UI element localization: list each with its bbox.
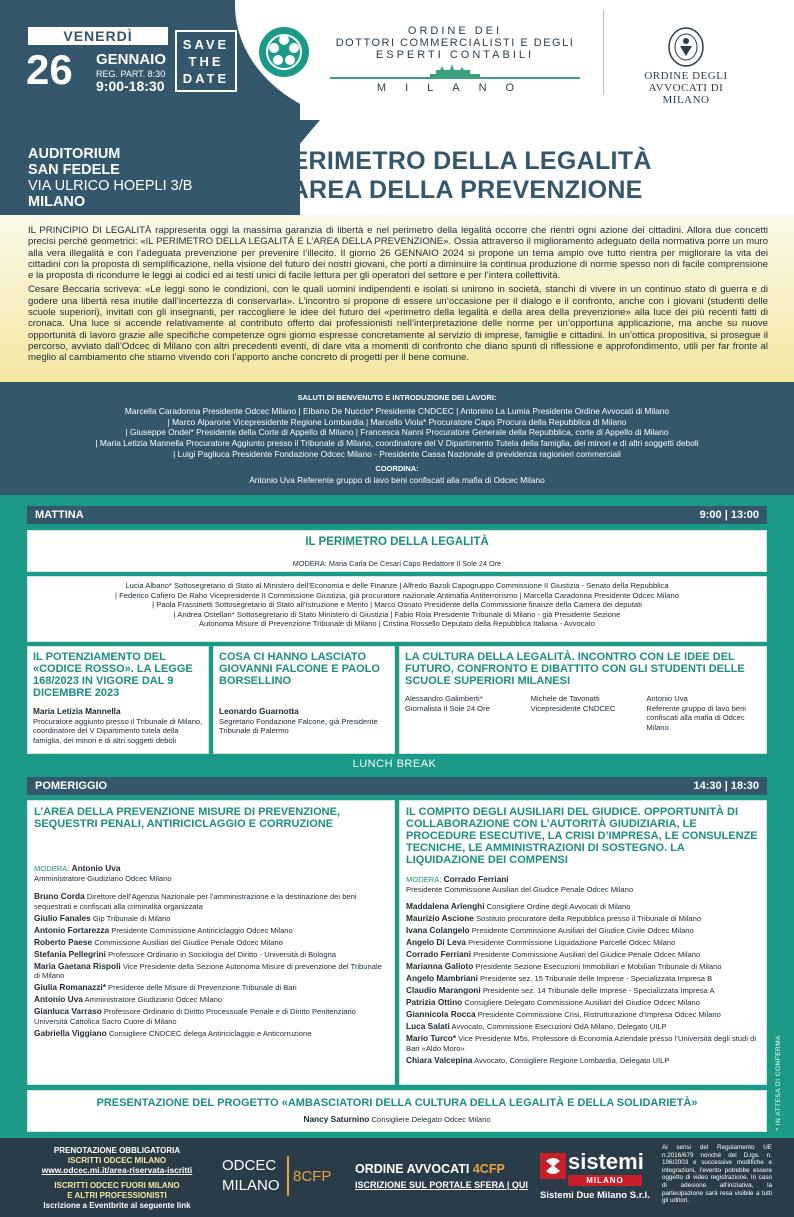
booking-line: ISCRITTI ODCEC MILANO — [67, 1155, 167, 1165]
speaker-role: Presidente Commissione Liquidazione Parcelle Odcec Milano — [468, 938, 676, 947]
speaker-role: Presidente Sezione Esecuzioni Immobiliari e Mobiliari Tribunale di Milano — [475, 962, 722, 971]
speaker-entry — [406, 986, 760, 996]
speaker-role: Referente gruppo di lavo beni confiscati alla mafia di Odcec Milano — [646, 703, 746, 732]
session-title: COSA CI HANNO LASCIATO GIOVANNI FALCONE E PAOLO BORSELLINO — [219, 651, 380, 687]
morning-bar — [27, 506, 767, 524]
odcec-city: MILANO — [376, 82, 534, 94]
privacy-note: Ai sensi del Regolamento UE n.2016/679 nonché del D.lgs. n. 196/2003 e successive modifiche e integrazioni, l’evento potrebbe essere oggetto di video registrazione. In caso di adesione all’iniziativa, la partecipazione sarà resa visibile a tutti gli uditori. — [662, 1144, 772, 1205]
skyline-icon — [430, 64, 480, 78]
booking-line: ISCRITTI ODCEC FUORI MILANO — [54, 1181, 180, 1191]
speaker-name: Gabriella Viggiano — [34, 1027, 107, 1038]
session-falcone-borsellino — [213, 646, 395, 754]
presentation-role: Consigliere Delegato Odcec Milano — [371, 1115, 491, 1124]
speaker-entry — [406, 950, 760, 960]
speaker-name: Corrado Ferriani — [406, 949, 472, 959]
speaker-role: Presidente Commissione Ausiliari del Giudice Civile Odcec Milano — [471, 926, 694, 935]
avvocati-credit — [355, 1162, 505, 1176]
panel-speaker — [531, 694, 641, 732]
sistemi-logo-icon — [540, 1153, 566, 1179]
morning-speakers-line: | Federico Cafiero De Raho Vicepresidente II Commissione Giustizia, già procuratore nazionale Antimafia Antiterrorismo | Marcella Caradonna Presidente Odcec Milano — [115, 590, 679, 600]
speaker-entry — [34, 995, 388, 1005]
speaker-entry — [406, 938, 760, 948]
std-line: SAVE — [182, 37, 230, 52]
presentation-box — [27, 1090, 767, 1132]
session-title: L’AREA DELLA PREVENZIONE MISURE DI PREVENZIONE, SEQUESTRI PENALI, ANTIRICICLAGGIO E CORRUZIONE — [34, 806, 340, 830]
speaker-name: Giulia Romanazzi* — [34, 982, 106, 992]
session-title: IL POTENZIAMENTO DEL «CODICE ROSSO». LA LEGGE 168/2023 IN VIGORE DAL 9 DICEMBRE 2023 — [33, 651, 193, 699]
odcec-logo-icon — [258, 26, 310, 78]
header — [0, 0, 794, 215]
afternoon-label: POMERIGGIO — [35, 780, 108, 792]
booking-info — [22, 1146, 212, 1211]
speaker-name: Antonio Uva — [34, 994, 83, 1004]
speaker-name: Bruno Corda — [34, 891, 85, 901]
moderator-role: Presidente Commissione Ausiliari del Giudice Penale Odcec Milano — [406, 884, 634, 894]
morning-speakers-line: Lucia Albano* Sottosegretario di Stato al Ministero dell’Economia e delle Finanze | Alfredo Bazoli Capogruppo Commissione II Giustizia - Senato della Repubblica — [125, 581, 669, 590]
presentation-title: PRESENTAZIONE DEL PROGETTO «AMBASCIATORI DELLA CULTURA DELLA LEGALITÀ E DELLA SOLIDARIETÀ» — [96, 1097, 698, 1109]
speaker-name: Angelo Di Leva — [406, 937, 466, 947]
intro-paragraph-2: Cesare Beccaria scriveva: «Le leggi sono le condizioni, con le quali uomini indipendenti e isolati si unirono in società, stanchi di vivere in un continuo stato di guerra e di godere una libertà resa inutile dall’incertezza di conservarla». L’incontro si propone di essere un’occasione per il dialogo e il confronto, anche con i giovani (studenti delle scuole superiori), invitati con gli insegnanti, per raccogliere le idee del futuro del «perimetro della legalità e della area della prevenzione» alla luce dei più recenti fatti di cronaca. Una luce si accende relativamente al contributo offerto dai professionisti nell’interpretazione delle norme per un’opportuna applicazione, ma anche su nuove opportunità di lavoro grazie alle specifiche competenze ogni giorno espresse concretamente al servizio di imprese, famiglie e cittadini. In un’ottica propositiva, si prosegue il percorso, avviato dall’Odcec di Milano con altri precedenti eventi, di dare vita a momenti di confronto che diano spunti di riflessione e approfondimento, utili per far fronte al meglio al cambiamento che stiamo vivendo con l’apporto anche concreto di progetti per il bene comune. — [28, 284, 768, 364]
session-codice-rosso — [27, 646, 209, 754]
speaker-name: Mario Turco* — [406, 1033, 457, 1043]
speaker-name: Giulio Fanales — [34, 912, 91, 923]
odcec-label: MILANO — [222, 1177, 280, 1194]
sistemi-company: Sistemi Due Milano S.r.l. — [540, 1190, 650, 1201]
event-day: VENERDÌ — [28, 27, 168, 45]
sistemi-name: sistemi — [568, 1149, 644, 1174]
header-separator — [603, 10, 604, 95]
venue-line: AUDITORIUM — [28, 146, 121, 162]
odcec-divider — [330, 77, 580, 79]
intro-text — [0, 215, 794, 382]
avvocati-line: ORDINE DEGLI — [644, 70, 728, 82]
speaker-name: Maurizio Ascione — [406, 913, 474, 923]
speaker-name: Patrizia Ottino — [406, 997, 463, 1007]
registration-time: REG. PART. 8:30 — [96, 69, 166, 79]
coord-heading: COORDINA: — [375, 463, 419, 473]
event-month: GENNAIO — [96, 51, 167, 68]
greetings-heading: SALUTI DI BENVENUTO E INTRODUZIONE DEI LAVORI: — [297, 393, 497, 402]
speaker-entry — [406, 962, 760, 972]
speaker-name: Maria Gaetana Rispoli — [34, 960, 121, 971]
speaker-entry — [406, 902, 760, 912]
session-title: IL COMPITO DEGLI AUSILIARI DEL GIUDICE. OPPORTUNITÀ DI COLLABORAZIONE CON L’AUTORITÀ GIUDIZIARIA, LE PROCEDURE ESECUTIVE, LA CRISI D’IMPRESA, LE CONSULENZE TECNICHE, LE AMMINISTRAZIONI DI SOSTEGNO. LA LIQUIDAZIONE DEI COMPENSI — [406, 806, 758, 866]
presentation-speaker: Nancy Saturnino — [303, 1114, 370, 1124]
speaker-name: Chiara Valcepina — [406, 1054, 473, 1065]
speaker-role: Presidente sez. 14 Tribunale delle Imprese - Specializzata Impresa A — [482, 986, 715, 995]
greetings-line: Marcella Caradonna Presidente Odcec Milano | Elbano De Nuccio* Presidente CNDCEC | Antonino La Lumia Presidente Ordine Avvocati di Milano — [124, 405, 670, 416]
speaker-entry — [406, 1056, 760, 1066]
speaker-role: Giornalista Il Sole 24 Ore — [405, 703, 490, 713]
lunch-break: LUNCH BREAK — [352, 758, 437, 770]
speaker-role: Professore Ordinario in Sociologia del Diritto - Università di Bologna — [108, 949, 336, 959]
odcec-credit — [222, 1156, 280, 1196]
speaker-role: Consigliere Ordine degli Avvocati di Milano — [486, 902, 631, 911]
speaker-entry — [34, 962, 388, 981]
moderator-role: Amministratore Giudiziario Odcec Milano — [34, 873, 172, 883]
speaker-name: Michele de Tavonatti — [530, 694, 600, 703]
odcec-cfp: 8CFP — [293, 1168, 332, 1185]
sfera-link[interactable]: ISCRIZIONE SUL PORTALE SFERA | QUI — [355, 1180, 528, 1190]
session-cultura-legalita — [399, 646, 767, 754]
speaker-name: Luca Salati — [406, 1021, 450, 1031]
avvocati-cfp: 4CFP — [472, 1162, 505, 1176]
morning-speakers-line: Autonoma Misure di Prevenzione Tribunale di Milano | Cristina Rossello Deputato della Repubblica Italiana - Avvocato — [198, 619, 596, 628]
venue-city: MILANO — [28, 194, 86, 210]
speaker-name: Roberto Paese — [34, 936, 93, 947]
speaker-role: Consigliere CNDCEC delega Antiriciclaggio e Anticorruzione — [108, 1028, 312, 1038]
speaker-name: Leonardo Guarnotta — [219, 706, 299, 716]
speaker-list — [406, 902, 760, 1065]
speaker-name: Gianluca Varraso — [34, 1006, 102, 1016]
speaker-name: Alessandro Galimberti* — [405, 694, 483, 703]
speaker-role: Vice Presidente M5s, Professore di Economia Aziendale presso l’Università degli studi di Bari «Aldo Moro» — [406, 1034, 757, 1053]
moderator-label: MODERA: — [406, 875, 442, 884]
morning-session-box — [27, 530, 767, 572]
title-line: E L’AREA DELLA PREVENZIONE — [245, 176, 643, 204]
speaker-role: Vice Presidente della Sezione Autonoma Misure di prevenzione del Tribunale di Milano — [34, 961, 382, 980]
speaker-role: Sostituto procuratore della Repubblica presso il Tribunale di Milano — [476, 914, 702, 923]
speaker-role: Amministratore Giudiziario Odcec Milano — [84, 995, 223, 1004]
speaker-role: Presidente delle Misure di Prevenzione Tribunale di Bari — [108, 983, 297, 992]
speaker-role: Avvocato, Consigliere Regione Lombardia, Delegato UILP — [474, 1055, 670, 1065]
moderator-name: Corrado Ferriani — [443, 874, 509, 884]
speaker-name: Marianna Galioto — [406, 961, 474, 971]
speaker-entry — [34, 914, 388, 924]
speaker-role: Presidente Commissione Antiriciclaggio Odcec Milano — [111, 925, 293, 935]
speaker-role: Presidente sez. 15 Tribunale delle Imprese - Specializzata Impresa B — [480, 974, 713, 983]
speaker-name: Giannicola Rocca — [406, 1009, 476, 1019]
speaker-entry — [34, 892, 388, 911]
speaker-role: Procuratore aggiunto presso il Tribunale di Milano, coordinatore del V Dipartimento tutela della famiglia, dei minori e di altri soggetti deboli — [33, 716, 203, 745]
odcec-label: ODCEC — [222, 1157, 277, 1174]
event-date-number: 26 — [26, 46, 73, 93]
speaker-name: Maria Letizia Mannella — [33, 706, 121, 716]
greetings-line: | Luigi Pagliuca Presidente Fondazione Odcec Milano - Presidente Cassa Nazionale di previdenza ragionieri commerciali — [173, 448, 621, 459]
speaker-role: Consigliere Delegato Commissione Ausiliari del Giudice Odcec Milano — [464, 998, 700, 1007]
speaker-entry — [34, 950, 388, 960]
coord-line: Antonio Uva Referente gruppo di lavo beni confiscati alla mafia di Odcec Milano — [249, 474, 545, 485]
speaker-name: Antonio Fortarezza — [34, 924, 110, 935]
moderator — [406, 875, 760, 885]
avvocati-label: ORDINE AVVOCATI — [355, 1162, 470, 1176]
speaker-entry — [406, 998, 760, 1008]
speaker-entry — [34, 1029, 388, 1039]
session-ausiliari — [399, 800, 767, 1085]
booking-link[interactable]: www.odcec.mi.it/area-riservata-iscritti — [41, 1164, 193, 1175]
morning-moderator: MODERA: Maria Carla De Cesari Capo Redattore Il Sole 24 Ore — [292, 559, 502, 568]
greetings-section — [0, 382, 794, 495]
avvocati-seal-icon — [667, 26, 705, 68]
header-white-panel — [235, 0, 794, 125]
speaker-name: Antonio Uva — [646, 694, 688, 703]
footer — [0, 1138, 794, 1217]
speaker-entry — [406, 914, 760, 924]
moderator — [34, 864, 388, 874]
title-line: IL PERIMETRO DELLA LEGALITÀ — [245, 147, 652, 175]
speaker-role: Direttore dell’Agenzia Nazionale per l’amministrazione e la destinazione dei beni sequestrati e confiscati alla criminalità organizzata — [34, 892, 357, 911]
speaker-entry — [406, 926, 760, 936]
avvocati-line: AVVOCATI DI MILANO — [648, 82, 724, 106]
speaker-name: Maddalena Arlenghi — [406, 901, 485, 911]
afternoon-bar — [27, 777, 767, 795]
intro-paragraph-1: IL PRINCIPIO DI LEGALITÀ rappresenta oggi la massima garanzia di libertà e nel perimetro della legalità occorre che rientri ogni azione dei cittadini. Allora due concetti precisi perché geometrici: «IL PERIMETRO DELLA LEGALITÀ E L’AREA DELLA PREVENZIONE». Ossia attraverso il miglioramento adeguato della normativa porre un muro alla vera illegalità e con l’adeguata prevenzione per prevenire l’illecito. Il giorno 26 GENNAIO 2024 si propone un tema ampio ove tutto rientra per migliorare la vita dei cittadini con la proposta di semplificazione, nella visione del futuro dei nostri giovani, che porti a diminuire la continua produzione di norme spesso non di facile comprensione e la proposta di ricondurre le leggi ai codici ed ai testi unici di facile lettura per gli operatori del settore e per l’intera collettività. — [28, 225, 768, 282]
greetings-line: | Giuseppe Ondei* Presidente della Corte di Appello di Milano | Francesca Nanni Procuratore Generale della Repubblica, corte di Appello di Milano — [125, 427, 669, 438]
booking-heading: PRENOTAZIONE OBBLIGATORIA — [53, 1146, 181, 1155]
speaker-entry — [406, 1022, 760, 1032]
speaker-name: Angelo Mambriani — [406, 973, 478, 983]
booking-line: E ALTRI PROFESSIONISTI — [67, 1191, 167, 1201]
morning-speakers-line: | Paola Frassinetti Sottosegretario di Stato all’Istruzione e Merito | Marco Osnato Presidente della Commissione finanze della Camera dei deputati — [152, 600, 642, 609]
speaker-role: Avvocato, Commissione Esecuzioni OdA Milano, Delegato UILP — [451, 1022, 667, 1031]
speaker-list — [34, 892, 388, 1038]
speaker-role: Professore Ordinario di Diritto Processuale Penale e di Diritto Penitenziario Università Cattolica Sacro Cuore di Milano — [34, 1007, 356, 1026]
odcec-line: DOTTORI COMMERCIALISTI E DEGLI — [335, 37, 575, 49]
odcec-line: ESPERTI CONTABILI — [375, 49, 535, 61]
panel-speaker — [646, 694, 761, 732]
avvocati-name — [624, 70, 748, 106]
odcec-name — [330, 25, 580, 61]
venue-address: VIA ULRICO HOEPLI 3/B — [28, 178, 193, 194]
morning-time: 9:00 | 13:00 — [699, 509, 759, 521]
session-prevenzione — [27, 800, 395, 1085]
speaker-role: Gip Tribunale di Milano — [92, 913, 171, 923]
speaker-name: Stefania Pellegrini — [34, 948, 106, 959]
panel-speaker — [405, 694, 525, 732]
speaker-role: Vicepresidente CNDCEC — [530, 703, 616, 713]
speaker-name: Ivana Colangelo — [406, 925, 470, 935]
sistemi-city: MILANO — [568, 1175, 642, 1186]
session-title: LA CULTURA DELLA LEGALITÀ. INCONTRO CON LE IDEE DEL FUTURO, CONFRONTO E DIBATTITO CON GLI STUDENTI DELLE SCUOLE SUPERIORI MILANESI — [405, 651, 745, 687]
speaker-entry — [34, 926, 388, 936]
greetings-line: | Maria Letizia Mannella Procuratore Aggiunto presso il Tribunale di Milano, coordinatore del V Dipartimento Tutela della famiglia, dei minori e di altri soggetti deboli — [95, 438, 699, 449]
speaker-entry — [34, 938, 388, 948]
speaker-role: Segretario Fondazione Falcone, già Presidente Tribunale di Palermo — [219, 716, 378, 735]
odcec-line: ORDINE DEI — [407, 25, 503, 37]
speaker-entry — [406, 1034, 760, 1053]
morning-speakers-box — [27, 576, 767, 642]
save-the-date-badge — [175, 30, 237, 92]
moderator-label: MODERA: — [34, 864, 70, 873]
venue-line: SAN FEDELE — [28, 162, 120, 178]
speaker-entry — [406, 974, 760, 984]
confirmation-note: * IN ATTESA DI CONFERMA — [775, 1035, 782, 1131]
speaker-name: Claudio Marangoni — [406, 985, 481, 995]
speaker-entry — [34, 1007, 388, 1026]
greetings-line: | Marco Alparone Vicepresidente Regione Lombardia | Marcello Viola* Procuratore Capo Procura della Repubblica di Milano — [167, 416, 627, 427]
speaker-role: Presidente Commissione Crisi, Ristrutturazione d’Impresa Odcec Milano — [477, 1010, 721, 1019]
std-line: THE — [188, 54, 224, 69]
speaker-role: Commissione Ausiliari del Giudice Penale Odcec Milano — [94, 937, 283, 947]
eventbrite-link[interactable]: Iscrizione a Eventbrite al seguente link — [43, 1200, 191, 1210]
speaker-entry — [406, 1010, 760, 1020]
morning-label: MATTINA — [35, 509, 84, 521]
afternoon-time: 14:30 | 18:30 — [693, 780, 759, 792]
venue — [28, 146, 192, 210]
morning-speakers-line: | Andrea Ostellari* Sottosegretario di Stato Ministero di Giustizia | Fabio Roia Presidente Tribunale di Milano - già Presidente Sezione — [173, 609, 621, 619]
moderator-name: Antonio Uva — [71, 863, 121, 873]
event-title — [245, 147, 652, 205]
event-time: 9:00-18:30 — [96, 78, 165, 94]
speaker-role: Presidente Commissione Ausiliari del Giudice Penale Odcec Milano — [473, 950, 701, 959]
speaker-entry — [34, 983, 388, 993]
std-line: DATE — [182, 71, 230, 86]
cfp-divider — [287, 1156, 289, 1196]
morning-session-title: IL PERIMETRO DELLA LEGALITÀ — [305, 536, 489, 548]
